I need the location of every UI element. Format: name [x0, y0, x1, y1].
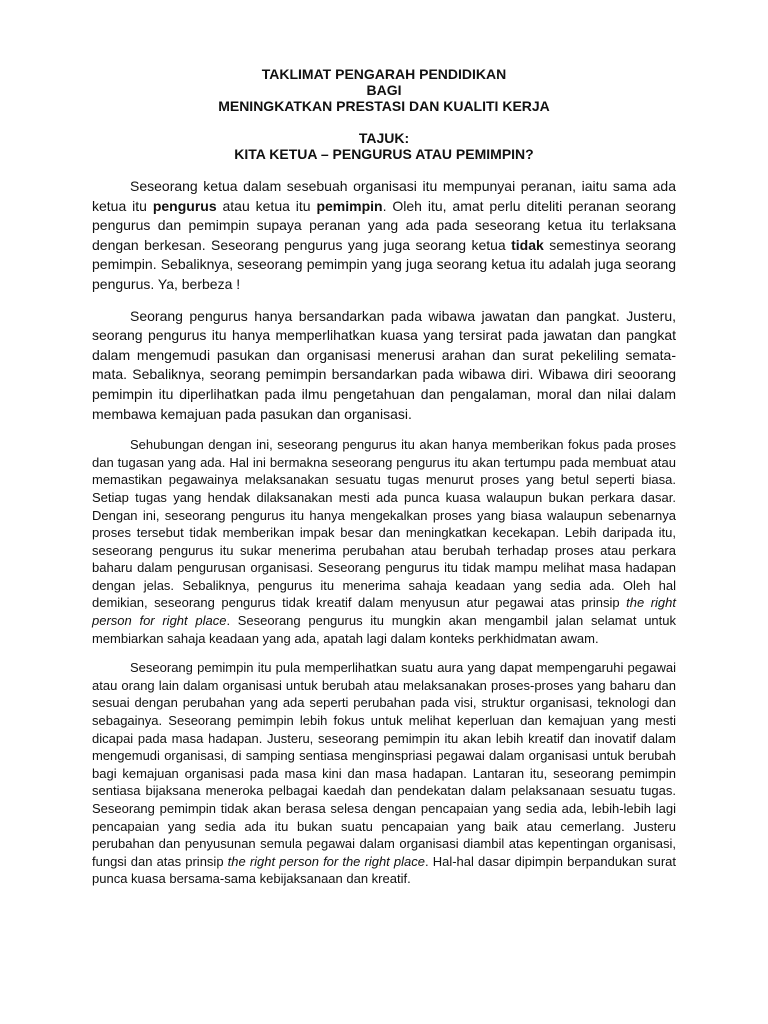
paragraph-1-text-2: atau ketua itu [216, 197, 317, 214]
topic-title: KITA KETUA – PENGURUS ATAU PEMIMPIN? [234, 146, 534, 162]
paragraph-1 [92, 177, 676, 295]
heading-line-2: BAGI [366, 82, 402, 98]
paragraph-1-bold-pemimpin: pemimpin [316, 197, 383, 214]
paragraph-4-italic-phrase: the right person for the right place [227, 853, 425, 869]
paragraph-1-bold-pengurus: pengurus [152, 197, 217, 214]
paragraph-3 [92, 436, 676, 647]
paragraph-3-italic-phrase: the right person for right place [92, 595, 676, 629]
paragraph-4-text-2: . Hal-hal dasar dipimpin berpandukan surat punca kuasa bersama-sama kebijaksanaan dan kreatif. [92, 853, 677, 887]
document-topic [92, 130, 676, 162]
heading-line-3: MENINGKATKAN PRESTASI DAN KUALITI KERJA [218, 98, 550, 114]
paragraph-1-text-4: semestinya seorang pemimpin. Sebaliknya, seseorang pemimpin yang juga seorang ketua itu adalah juga seorang pengurus. Ya, berbeza ! [92, 236, 676, 292]
heading-line-1: TAKLIMAT PENGARAH PENDIDIKAN [261, 66, 507, 82]
paragraph-1-text-3: . Oleh itu, amat perlu diteliti peranan seorang pengurus dan pemimpin supaya peranan yang ada pada seseorang ketua itu terlaksana dengan berkesan. Seseorang pengurus yang juga seorang ketua [92, 197, 676, 253]
topic-label: TAJUK: [358, 130, 410, 146]
paragraph-3-text-1: Sehubungan dengan ini, seseorang pengurus itu akan hanya memberikan fokus pada proses dan tugasan yang ada. Hal ini bermakna seseorang pengurus itu akan tertumpu pada membuat atau memastikan pegawainya melaksanakan sesuatu tugas menurut proses yang betul seperti biasa. Setiap tugas yang hendak dilaksanakan mesti ada punca kuasa walaupun bukan perkara dasar. Dengan ini, seseorang pengurus itu hanya mengekalkan proses yang biasa walaupun sebenarnya proses tersebut tidak memberikan impak besar dan meningkatkan kecekapan. Lebih daripada itu, seseorang pengurus itu sukar menerima perubahan atau berubah terhadap proses atau perkara baharu dalam pengurusan organisasi. Seseorang pengurus itu tidak mampu melihat masa hadapan dengan jelas. Sebaliknya, pengurus itu menerima sahaja keadaan yang sedia ada. Oleh hal demikian, seseorang pengurus tidak kreatif dalam menyusun atur pegawai atas prinsip [92, 437, 676, 611]
paragraph-2: Seorang pengurus hanya bersandarkan pada wibawa jawatan dan pangkat. Justeru, seorang pengurus itu hanya memperlihatkan kuasa yang tersirat pada jawatan dan pangkat dalam mengemudi pasukan dan organisasi menerusi arahan dan surat pekeliling semata-mata. Sebaliknya, seorang pemimpin bersandarkan pada wibawa diri. Wibawa diri seoorang pemimpin itu diperlihatkan pada ilmu pengetahuan dan pengalaman, moral dan nilai dalam membawa kemajuan pada pasukan dan organisasi. [92, 307, 676, 422]
paragraph-1-bold-tidak: tidak [511, 236, 544, 253]
paragraph-1-text-1: Seseorang ketua dalam sesebuah organisasi itu mempunyai peranan, iaitu sama ada ketua itu [92, 178, 676, 214]
paragraph-4 [92, 659, 676, 888]
document-heading [92, 66, 676, 114]
paragraph-3-text-2: . Seseorang pengurus itu mungkin akan mengambil jalan selamat untuk membiarkan sahaja keadaan yang ada, apatah lagi dalam konteks perkhidmatan awam. [92, 613, 676, 646]
paragraph-4-text-1: Seseorang pemimpin itu pula memperlihatkan suatu aura yang dapat mempengaruhi pegawai atau orang lain dalam organisasi untuk berubah atau melaksanakan proses-proses yang baharu dan sesuai dengan perubahan yang ada seperti perubahan pada visi, struktur organisasi, teknologi dan sebagainya. Seseorang pemimpin lebih fokus untuk melihat keperluan dan kemajuan yang mesti dicapai pada masa hadapan. Justeru, seseorang pemimpin itu akan lebih kreatif dan inovatif dalam mengemudi organisasi, di samping sentiasa menginspriasi pegawai dalam organisasi untuk berubah bagi kemajuan organisasi pada masa kini dan masa hadapan. Lantaran itu, seseorang pemimpin sentiasa bijaksana meneroka pelbagai kaedah dan pendekatan dalam pelaksanaan sesuatu tugas. Seseorang pemimpin tidak akan berasa selesa dengan pencapaian yang sedia ada, lebih-lebih lagi pencapaian yang sedia ada itu bukan suatu pencapaian yang baik atau cemerlang. Justeru perubahan dan penyusunan semula pegawai dalam organisasi diambil atas kepentingan organisasi, fungsi dan atas prinsip [92, 660, 676, 869]
